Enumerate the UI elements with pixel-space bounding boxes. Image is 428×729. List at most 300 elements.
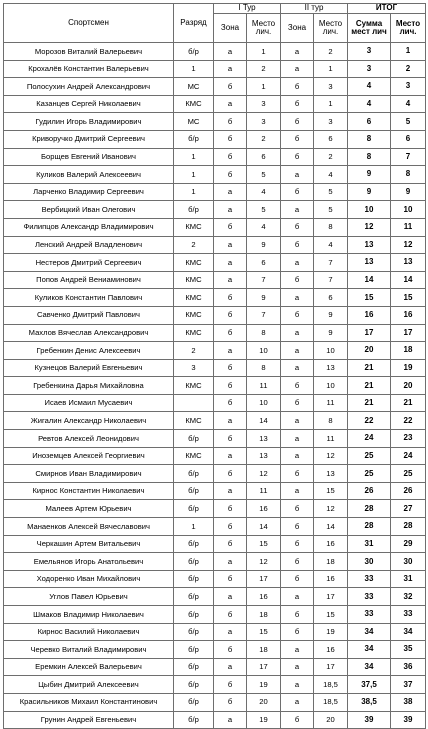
round1-place: 3	[247, 95, 281, 113]
round2-place: 8	[314, 218, 348, 236]
round2-place: 18	[314, 553, 348, 571]
table-row	[4, 693, 426, 711]
final-place: 5	[391, 113, 426, 131]
athlete-rank: б/р	[174, 711, 214, 729]
round1-zone: б	[214, 218, 247, 236]
final-place: 16	[391, 306, 426, 324]
athlete-rank: КМС	[174, 324, 214, 342]
round1-zone: а	[214, 447, 247, 465]
table-row	[4, 447, 426, 465]
round1-zone: б	[214, 377, 247, 395]
round2-zone: а	[281, 359, 314, 377]
round1-place: 19	[247, 676, 281, 694]
final-place: 35	[391, 641, 426, 659]
round2-zone: б	[281, 465, 314, 483]
round1-place: 13	[247, 430, 281, 448]
total-sum: 14	[348, 271, 391, 289]
final-place: 20	[391, 377, 426, 395]
round1-zone: б	[214, 394, 247, 412]
final-place: 23	[391, 430, 426, 448]
total-sum: 38,5	[348, 693, 391, 711]
table-row	[4, 623, 426, 641]
round1-zone: а	[214, 254, 247, 272]
round1-place: 4	[247, 218, 281, 236]
table-row	[4, 113, 426, 131]
round2-zone: б	[281, 553, 314, 571]
table-row	[4, 254, 426, 272]
final-place: 8	[391, 166, 426, 184]
round2-zone: а	[281, 658, 314, 676]
total-sum: 33	[348, 570, 391, 588]
round2-place: 17	[314, 588, 348, 606]
table-row	[4, 166, 426, 184]
round1-place: 19	[247, 711, 281, 729]
round1-place: 5	[247, 166, 281, 184]
round2-zone: б	[281, 218, 314, 236]
total-sum: 3	[348, 60, 391, 78]
athlete-rank: КМС	[174, 95, 214, 113]
table-row	[4, 535, 426, 553]
total-sum: 16	[348, 306, 391, 324]
final-place: 1	[391, 43, 426, 61]
final-place: 30	[391, 553, 426, 571]
round2-zone: а	[281, 43, 314, 61]
round2-zone: а	[281, 254, 314, 272]
round1-zone: б	[214, 289, 247, 307]
round1-zone: а	[214, 183, 247, 201]
athlete-rank: б/р	[174, 606, 214, 624]
athlete-rank: 1	[174, 166, 214, 184]
athlete-rank: МС	[174, 113, 214, 131]
round1-place: 1	[247, 78, 281, 96]
table-row	[4, 95, 426, 113]
round2-zone: а	[281, 166, 314, 184]
round1-zone: б	[214, 570, 247, 588]
round2-place: 16	[314, 535, 348, 553]
round1-zone: б	[214, 359, 247, 377]
final-place: 21	[391, 394, 426, 412]
round1-place: 4	[247, 183, 281, 201]
total-sum: 28	[348, 518, 391, 536]
table-row	[4, 324, 426, 342]
round1-place: 13	[247, 447, 281, 465]
athlete-name: Криворучко Дмитрий Сергеевич	[4, 130, 174, 148]
round2-place: 2	[314, 43, 348, 61]
athlete-name: Черевко Виталий Владимирович	[4, 641, 174, 659]
final-place: 17	[391, 324, 426, 342]
round1-place: 8	[247, 359, 281, 377]
athlete-name: Кирнос Василий Николаевич	[4, 623, 174, 641]
athlete-name: Морозов Виталий Валерьевич	[4, 43, 174, 61]
total-sum: 9	[348, 183, 391, 201]
round1-place: 14	[247, 412, 281, 430]
table-row	[4, 641, 426, 659]
table-row	[4, 676, 426, 694]
round2-zone: б	[281, 130, 314, 148]
total-sum: 25	[348, 447, 391, 465]
final-place: 27	[391, 500, 426, 518]
table-row	[4, 606, 426, 624]
total-sum: 17	[348, 324, 391, 342]
athlete-rank	[174, 394, 214, 412]
round2-place: 16	[314, 570, 348, 588]
round2-zone: а	[281, 342, 314, 360]
final-place: 39	[391, 711, 426, 729]
round2-place: 12	[314, 447, 348, 465]
athlete-name: Филипцов Александр Владимирович	[4, 218, 174, 236]
round2-place: 12	[314, 500, 348, 518]
athlete-rank: б/р	[174, 693, 214, 711]
athlete-name: Жигалин Александр Николаевич	[4, 412, 174, 430]
round2-place: 1	[314, 95, 348, 113]
athlete-name: Ходоренко Иван Михайлович	[4, 570, 174, 588]
round2-place: 20	[314, 711, 348, 729]
round2-place: 8	[314, 412, 348, 430]
round2-place: 16	[314, 641, 348, 659]
total-sum: 31	[348, 535, 391, 553]
round2-zone: б	[281, 306, 314, 324]
round1-zone: а	[214, 201, 247, 219]
round1-place: 6	[247, 148, 281, 166]
round1-place: 14	[247, 518, 281, 536]
round1-zone: а	[214, 342, 247, 360]
round1-zone: б	[214, 306, 247, 324]
final-place: 7	[391, 148, 426, 166]
athlete-name: Кирнос Константин Николаевич	[4, 482, 174, 500]
table-row	[4, 430, 426, 448]
round1-zone: б	[214, 78, 247, 96]
total-sum: 8	[348, 130, 391, 148]
round2-zone: б	[281, 711, 314, 729]
total-sum: 21	[348, 377, 391, 395]
round2-zone: а	[281, 412, 314, 430]
table-row	[4, 482, 426, 500]
total-sum: 30	[348, 553, 391, 571]
round2-zone: а	[281, 60, 314, 78]
athlete-name: Гребенкин Денис Алексеевич	[4, 342, 174, 360]
athlete-name: Крохалёв Константин Валерьевич	[4, 60, 174, 78]
round2-zone: б	[281, 518, 314, 536]
athlete-name: Ленский Андрей Владленович	[4, 236, 174, 254]
round2-zone: б	[281, 236, 314, 254]
athlete-rank: КМС	[174, 412, 214, 430]
athlete-name: Исаев Исмаил Мусаевич	[4, 394, 174, 412]
round1-place: 12	[247, 465, 281, 483]
athlete-name: Савченко Дмитрий Павлович	[4, 306, 174, 324]
round2-zone: б	[281, 500, 314, 518]
round1-zone: а	[214, 623, 247, 641]
round2-place: 7	[314, 254, 348, 272]
athlete-name: Манаенков Алексей Вячеславович	[4, 518, 174, 536]
athlete-name: Шмаков Владимир Николаевич	[4, 606, 174, 624]
round2-place: 2	[314, 148, 348, 166]
round1-zone: б	[214, 693, 247, 711]
round2-zone: б	[281, 148, 314, 166]
final-place: 9	[391, 183, 426, 201]
round2-zone: б	[281, 535, 314, 553]
round2-place: 5	[314, 183, 348, 201]
table-row	[4, 289, 426, 307]
round2-place: 19	[314, 623, 348, 641]
athlete-name: Гудилин Игорь Владимирович	[4, 113, 174, 131]
final-place: 14	[391, 271, 426, 289]
final-place: 4	[391, 95, 426, 113]
table-row	[4, 412, 426, 430]
round1-place: 11	[247, 482, 281, 500]
round2-place: 18,5	[314, 693, 348, 711]
final-place: 25	[391, 465, 426, 483]
round1-zone: б	[214, 500, 247, 518]
final-place: 10	[391, 201, 426, 219]
total-sum: 13	[348, 236, 391, 254]
round2-zone: б	[281, 623, 314, 641]
total-sum: 12	[348, 218, 391, 236]
table-row	[4, 306, 426, 324]
athlete-rank: б/р	[174, 570, 214, 588]
total-sum: 6	[348, 113, 391, 131]
round2-zone: б	[281, 78, 314, 96]
table-row	[4, 377, 426, 395]
athlete-name: Ларченко Владимир Сергеевич	[4, 183, 174, 201]
final-place: 28	[391, 518, 426, 536]
table-row	[4, 711, 426, 729]
total-sum: 34	[348, 641, 391, 659]
athlete-name: Черкашин Артем Витальевич	[4, 535, 174, 553]
round1-zone: а	[214, 60, 247, 78]
round1-place: 9	[247, 236, 281, 254]
round1-zone: б	[214, 166, 247, 184]
athlete-rank: 3	[174, 359, 214, 377]
final-place: 32	[391, 588, 426, 606]
table-row	[4, 359, 426, 377]
athlete-name: Нестеров Дмитрий Сергеевич	[4, 254, 174, 272]
athlete-name: Ревтов Алексей Леонидович	[4, 430, 174, 448]
header-zone-2: Зона	[281, 14, 314, 43]
round1-zone: а	[214, 271, 247, 289]
header-total: ИТОГ	[348, 4, 426, 14]
round2-zone: а	[281, 447, 314, 465]
total-sum: 39	[348, 711, 391, 729]
round2-place: 17	[314, 658, 348, 676]
round1-zone: а	[214, 412, 247, 430]
athlete-rank: б/р	[174, 465, 214, 483]
athlete-rank: КМС	[174, 271, 214, 289]
results-table	[3, 3, 426, 729]
round1-place: 3	[247, 113, 281, 131]
round1-place: 17	[247, 570, 281, 588]
round1-place: 1	[247, 43, 281, 61]
round2-place: 4	[314, 166, 348, 184]
round1-place: 10	[247, 394, 281, 412]
table-row	[4, 130, 426, 148]
athlete-name: Гребенкина Дарья Михайловна	[4, 377, 174, 395]
final-place: 18	[391, 342, 426, 360]
athlete-rank: б/р	[174, 500, 214, 518]
round2-zone: а	[281, 430, 314, 448]
final-place: 29	[391, 535, 426, 553]
athlete-rank: б/р	[174, 130, 214, 148]
round2-place: 11	[314, 394, 348, 412]
table-row	[4, 342, 426, 360]
round2-place: 3	[314, 113, 348, 131]
athlete-rank: 1	[174, 518, 214, 536]
table-row	[4, 43, 426, 61]
round1-zone: б	[214, 535, 247, 553]
athlete-rank: 2	[174, 342, 214, 360]
total-sum: 9	[348, 166, 391, 184]
round2-place: 10	[314, 377, 348, 395]
round1-place: 15	[247, 535, 281, 553]
table-row	[4, 236, 426, 254]
table-row	[4, 183, 426, 201]
final-place: 13	[391, 254, 426, 272]
round1-zone: б	[214, 430, 247, 448]
round1-zone: б	[214, 518, 247, 536]
athlete-rank: 2	[174, 236, 214, 254]
athlete-name: Куликов Константин Павлович	[4, 289, 174, 307]
table-row	[4, 553, 426, 571]
round2-place: 14	[314, 518, 348, 536]
total-sum: 3	[348, 43, 391, 61]
athlete-rank: б/р	[174, 43, 214, 61]
total-sum: 22	[348, 412, 391, 430]
final-place: 19	[391, 359, 426, 377]
round1-place: 7	[247, 271, 281, 289]
round2-place: 5	[314, 201, 348, 219]
header-zone-1: Зона	[214, 14, 247, 43]
athlete-name: Казанцев Сергей Николаевич	[4, 95, 174, 113]
round2-place: 15	[314, 482, 348, 500]
header-place-1: Место лич.	[247, 14, 281, 43]
athlete-rank: б/р	[174, 588, 214, 606]
header-final-place: Место лич.	[391, 14, 426, 43]
round1-zone: б	[214, 324, 247, 342]
table-row	[4, 465, 426, 483]
round1-zone: б	[214, 148, 247, 166]
round1-place: 6	[247, 254, 281, 272]
round2-zone: а	[281, 201, 314, 219]
athlete-rank: КМС	[174, 447, 214, 465]
final-place: 11	[391, 218, 426, 236]
athlete-name: Куликов Валерий Алексеевич	[4, 166, 174, 184]
athlete-name: Вербицкий Иван Олегович	[4, 201, 174, 219]
round2-zone: б	[281, 606, 314, 624]
final-place: 6	[391, 130, 426, 148]
table-row	[4, 570, 426, 588]
final-place: 38	[391, 693, 426, 711]
athlete-rank: б/р	[174, 623, 214, 641]
round2-zone: б	[281, 183, 314, 201]
final-place: 37	[391, 676, 426, 694]
round2-place: 1	[314, 60, 348, 78]
round2-zone: б	[281, 570, 314, 588]
round1-zone: б	[214, 606, 247, 624]
round1-place: 2	[247, 130, 281, 148]
table-row	[4, 658, 426, 676]
total-sum: 15	[348, 289, 391, 307]
total-sum: 21	[348, 394, 391, 412]
athlete-rank: б/р	[174, 658, 214, 676]
round2-zone: а	[281, 588, 314, 606]
round1-place: 16	[247, 500, 281, 518]
athlete-rank: б/р	[174, 430, 214, 448]
round2-place: 10	[314, 342, 348, 360]
table-row	[4, 271, 426, 289]
final-place: 15	[391, 289, 426, 307]
table-row	[4, 60, 426, 78]
round2-zone: б	[281, 394, 314, 412]
round1-place: 20	[247, 693, 281, 711]
round1-place: 11	[247, 377, 281, 395]
round1-place: 8	[247, 324, 281, 342]
round2-zone: б	[281, 377, 314, 395]
athlete-name: Махлов Вячеслав Александрович	[4, 324, 174, 342]
athlete-name: Попов Андрей Вениаминович	[4, 271, 174, 289]
athlete-name: Смирнов Иван Владимирович	[4, 465, 174, 483]
header-round-1: I Тур	[214, 4, 281, 14]
round2-zone: а	[281, 289, 314, 307]
round2-place: 13	[314, 465, 348, 483]
total-sum: 24	[348, 430, 391, 448]
athlete-rank: КМС	[174, 218, 214, 236]
round1-zone: а	[214, 236, 247, 254]
final-place: 12	[391, 236, 426, 254]
round1-zone: а	[214, 588, 247, 606]
round2-place: 6	[314, 130, 348, 148]
athlete-rank: 1	[174, 183, 214, 201]
total-sum: 34	[348, 623, 391, 641]
round1-place: 18	[247, 606, 281, 624]
total-sum: 26	[348, 482, 391, 500]
round1-zone: а	[214, 553, 247, 571]
round2-zone: б	[281, 95, 314, 113]
round2-zone: б	[281, 271, 314, 289]
round2-zone: а	[281, 693, 314, 711]
round1-zone: б	[214, 130, 247, 148]
athlete-name: Кузнецов Валерий Евгеньевич	[4, 359, 174, 377]
round1-place: 7	[247, 306, 281, 324]
round1-place: 10	[247, 342, 281, 360]
table-row	[4, 78, 426, 96]
total-sum: 4	[348, 95, 391, 113]
final-place: 26	[391, 482, 426, 500]
round2-zone: а	[281, 641, 314, 659]
total-sum: 13	[348, 254, 391, 272]
table-row	[4, 500, 426, 518]
round1-place: 9	[247, 289, 281, 307]
final-place: 31	[391, 570, 426, 588]
athlete-rank: КМС	[174, 254, 214, 272]
total-sum: 37,5	[348, 676, 391, 694]
final-place: 22	[391, 412, 426, 430]
round2-place: 4	[314, 236, 348, 254]
round2-place: 13	[314, 359, 348, 377]
round2-place: 11	[314, 430, 348, 448]
round1-zone: а	[214, 482, 247, 500]
table-row	[4, 394, 426, 412]
total-sum: 33	[348, 606, 391, 624]
round1-place: 17	[247, 658, 281, 676]
round2-place: 15	[314, 606, 348, 624]
final-place: 36	[391, 658, 426, 676]
round2-place: 7	[314, 271, 348, 289]
round1-place: 16	[247, 588, 281, 606]
header-athlete: Спортсмен	[4, 4, 174, 43]
athlete-name: Малеев Артем Юрьевич	[4, 500, 174, 518]
round1-place: 12	[247, 553, 281, 571]
round1-place: 5	[247, 201, 281, 219]
total-sum: 20	[348, 342, 391, 360]
